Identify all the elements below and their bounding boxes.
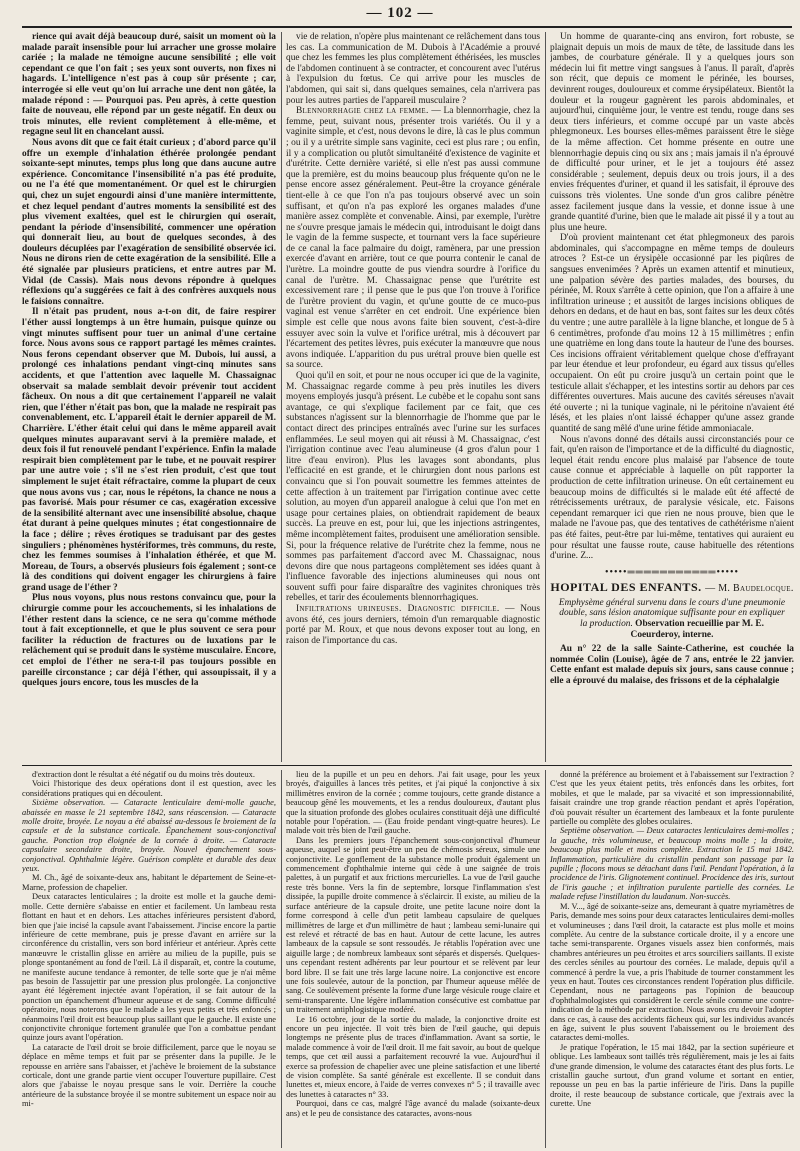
section-heading: Infiltrations urineuses. Diagnostic difficile. bbox=[296, 604, 500, 615]
hospital-subtitle: Emphysème général survenu dans le cours d'une pneumonie double, sans lésion anatomique suffisante pour en expliquer la production. bbox=[558, 597, 786, 630]
paragraph: Je pratique l'opération, le 15 mai 1842, par la section supérieure et oblique. Les lambeaux sont taillés très régulièrement, mais je les ai faits d'une grande dimension, le volume des cataractes étant des plus forts. Le cristallin gauche surtout, d'un grand volume et sortant en entier, repousse un peu en bas la partie inférieure de l'iris. Dans la pupille droite, il reste beaucoup de substance corticale, que j'extrais avec la curette. Une bbox=[550, 1042, 794, 1109]
paragraph: Voici l'historique des deux opérations dont il est question, avec les considérations pratiques qui en découlent. bbox=[22, 779, 276, 798]
paragraph: Pourquoi, dans ce cas, malgré l'âge avancé du malade (soixante-deux ans) et le peu de consistance des cataractes, avons-nous bbox=[286, 1099, 540, 1118]
paragraph: Quoi qu'il en soit, et pour ne nous occuper ici que de la vaginite, M. Chassaignac regarde comme à peu près inutiles les divers moyens employés jusqu'à présent. Le cubèbe et le copahu sont sans avantage, ce qui s'explique facilement par ce fait, que ces substances n'agissent sur la blennorrhagie de l'homme que par le contact direct des principes entraînés avec l'urine sur les surfaces enflammées. Le seul moyen qui ait réussi à M. Chassaignac, c'est l'irrigation continue avec l'eau alumineuse (4 gros d'alun pour 1 litre d'eau environ). Plus les lavages sont abondants, plus l'efficacité en est grande, et le chirurgien dont nous parlons est convaincu que si l'on pouvait soumettre les femmes atteintes de cette affection à un traitement par l'irrigation continue avec cette solution, au moyen d'un appareil analogue à celui que l'on met en usage pour certaines plaies, on obtiendrait rapidement de beaux succès. La preuve en est, pour lui, que les injections astringentes, même incomplètement faites, produisent une amélioration sensible. Si, pour la fréquence relative de l'urétrite chez la femme, nous ne sommes pas parfaitement d'accord avec M. Chassaignac, nous devons dire que nous partageons complètement ses idées quant à l'influence favorable des injections alumineuses qui nous ont souvent suffi pour faire disparaître des vaginites chroniques très rebelles, et tarir des écoulements blennorrhagiques. bbox=[286, 371, 540, 604]
paragraph: vie de relation, n'opère plus maintenant ce relâchement dans tous les cas. La communication de M. Dubois à l'Académie a prouvé que chez les femmes les plus complètement éthérisées, les muscles de l'abdomen continuent à se contracter, et concourent avec l'utérus à l'expulsion du fœtus. Ce qui arrive pour les muscles de l'abdomen, qui sait si, dans quelques semaines, cela n'arrivera pas pour les autres parties de l'appareil musculaire ? bbox=[286, 32, 540, 106]
hospital-title: HOPITAL DES ENFANTS. bbox=[550, 580, 702, 595]
bottom-column-2 bbox=[286, 770, 540, 1148]
paragraph: Nous n'avons donné des détails aussi circonstanciés pour ce fait, qu'en raison de l'importance et de la difficulté du diagnostic, lequel était rendu encore plus malaisé par l'absence de toute cause connue et appréciable à laquelle on pût rapporter la production de cette infiltration urineuse. On eût certainement eu beaucoup moins de difficultés si le malade eût été affecté de rétrécissements urétraux, de paralysie vésicale, etc. Faisons cependant remarquer ici que rien ne nous prouve, bien que le malade ne l'avoue pas, que des tentatives de cathétérisme n'aient pas été faites, peut-être par lui-même, tentatives qui auraient eu pour résultat une fausse route, cause habituelle des rétentions d'urine. Z... bbox=[550, 434, 794, 562]
paragraph: Un homme de quarante-cinq ans environ, fort robuste, se plaignait depuis un mois de maux de tête, de lassitude dans les jambes, de courbature générale. Il y a quelques jours son médecin lui fit mettre vingt sangsues à l'anus. Il paraît, d'après son récit, que depuis ce moment le périnée, les bourses, devinrent rouges, douloureux et comme érysipélateux. Bientôt la douleur et la rougeur gagnèrent les parois abdominales, et aujourd'hui, cinquième jour, le ventre est tendu, rouge dans ses deux tiers inférieurs, et comme occupé par un vaste abcès phlegmoneux. Les bourses elles-mêmes paraissent être le siège de la même affection. Cet homme présente en outre une blennorrhagie depuis cinq ou six ans ; mais jamais il n'a éprouvé de difficulté pour uriner, et le jet a toujours été assez considérable ; seulement, depuis deux ou trois jours, il a des envies fréquentes d'uriner, et quand il les satisfait, il éprouve des cuissons très violentes. Une sonde d'un gros calibre pénètre assez facilement jusque dans la vessie, et donne issue à une grande quantité d'urine, bien que le malade ait pissé il y a tout au plus une heure. bbox=[550, 32, 794, 233]
column-divider bbox=[545, 32, 546, 762]
paragraph: D'où provient maintenant cet état phlegmoneux des parois abdominales, qui s'accompagne en même temps de douleurs atroces ? Est-ce un érysipèle occasionné par les piqûres de sangsues envenimées ? Après un examen attentif et minutieux, une palpation sévère des parties malades, des bourses, du périnée, M. Roux s'arrête à cette opinion, que l'on a affaire à une infiltration urineuse ; et aussitôt de larges incisions obliques de dehors en dedans, et de haut en bas, sont faites sur les deux côtés du ventre ; une autre parallèle à la ligne blanche, et longue de 5 à 6 centimètres, profonde d'au moins 12 à 15 millimètres ; enfin une quatrième en long dans toute la hauteur de l'une des bourses. Ces incisions offraient véritablement quelque chose d'effrayant par leur étendue et leur profondeur, eu égard aux tissus qu'elles occupaient. On eût pu croire jusqu'à un certain point que le testicule allait s'échapper, et les intestins sortir au dehors par ces différentes ouvertures. Mais aucune des cavités séreuses n'avait été ouverte ; ni la tunique vaginale, ni le péritoine n'avaient été lésés, et les plaies n'ont laissé échapper qu'une assez grande quantité de sang mêlé d'une urine fétide ammoniacale. bbox=[550, 233, 794, 434]
column-divider bbox=[545, 770, 546, 1148]
section-heading: Blennorrhagie chez la femme. bbox=[296, 106, 429, 117]
paragraph: Nous avons dit que ce fait était curieux ; d'abord parce qu'il offre un exemple d'inhalation éthérée prolongée pendant soixante-sept minutes, temps plus long que dans aucune autre expérience. Concomitance l'insensibilité n'a pas été produite, ou ne l'a été que momentanément. Or quel est le chirurgien qui, chez un sujet engourdi ainsi d'une manière intermittente, et chez lequel pendant d'autres moments la sensibilité est des plus vivement exaltées, quel est le chirurgien qui oserait, pendant la période d'insensibilité, commencer une opération qui donnerait lieu, au bout de quelques secondes, à des douleurs décuplées par l'exagération de sensibilité observée ici. Nous ne dirons rien de cette exagération de la sensibilité. Elle a été signalée par plusieurs praticiens, et entre autres par M. Vidal (de Cassis). Mais nous devons répondre à quelques réflexions qu'a suggérées ce fait à des confrères auxquels nous le faisions connaître. bbox=[22, 137, 276, 307]
page-number: — 102 — bbox=[366, 5, 434, 21]
paragraph: Le 16 octobre, jour de la sortie du malade, la conjonctive droite est encore un peu injectée. Il voit très bien de l'œil gauche, qui depuis longtemps ne présente plus de traces d'inflammation. Avant sa sortie, le malade commence à voir de l'œil droit. Il me fait savoir, au bout de quelque temps, que cet œil aussi a parfaitement recouvré la vue. Aujourd'hui il exerce sa profession de chapelier avec une pleine satisfaction et une liberté de vision complète. Sa santé générale est excellente. Il se conduit dans lunettes et, mieux encore, à l'aide de verres convexes n° 5 ; il travaille avec des lunettes à cataractes n° 33. bbox=[286, 1014, 540, 1099]
top-column-2 bbox=[286, 32, 540, 762]
section-rule bbox=[22, 765, 792, 766]
paragraph: La cataracte de l'œil droit se broie difficilement, parce que le noyau se déplace en même temps et fuit par se présenter dans la pupille. Je le repousse en arrière sans l'abaisser, et j'achève le broiement de la substance corticale, dont une grande partie vient occuper l'ouverture pupillaire. C'est alors que j'abaisse le noyau presque sans le voir. Derrière la couche antérieure de la substance broyée il se montre subitement un espace noir au mi- bbox=[22, 1042, 276, 1109]
paragraph: M. V..., âgé de soixante-seize ans, demeurant à quatre myriamètres de Paris, demande mes soins pour deux cataractes lenticulaires demi-molles et volumineuses ; dans l'œil droit, la cataracte est plus molle et moins complète. Au centre de la substance corticale droite, il y a encore une tache semi-transparente. Organes visuels assez bien conformés, mais chambres antérieures un peu étroites et arcs sourciliers saillants. Il existe des cercles séniles au pourtour des cornées. Le malade, depuis qu'il a commencé à perdre la vue, a pris l'habitude de tourner constamment les yeux en haut. Toutes ces circonstances rendent l'opération plus difficile. Cependant, nous ne partageons pas l'opinion de beaucoup d'ophthalmologistes qui considèrent le cercle sénile comme une contre-indication de la méthode par extraction. Nous avons cru devoir l'adopter dans ce cas, à cause des accidents fâcheux qui, sur les individus avancés en âge, suivent le plus souvent l'abaissement ou le broiement des cataractes demi-molles. bbox=[550, 901, 794, 1043]
paragraph: rience qui avait déjà beaucoup duré, saisit un moment où la malade paraît insensible pour lui arracher une grosse molaire cariée ; la malade ne témoigne aucune sensibilité ; elle voit cependant ce que l'on fait ; ses yeux sont ouverts, non fixes ni hagards. L'intelligence n'est pas à coup sûr présente ; car, interrogée si elle veut qu'on lui arrache une dent non gâtée, la malade répond : — Pourquoi pas. Peu après, à cette question faite de nouveau, elle répond par un geste négatif. En deux ou trois minutes, elle revient complètement à elle-même, et regagne seul lit en chancelant aussi. bbox=[22, 32, 276, 138]
section-text: — La blennorrhagie, chez la femme, peut, suivant nous, présenter trois variétés. Ou il y a vaginite simple, et c'est, nous devons le dire, là cas le plus commun ; ou il y a urétrite simple sans vaginite, ceci est plus rare ; ou enfin, il y a complication ou plutôt simultanéité d'existence de vaginite et d'urétrite. Cette dernière variété, si elle n'est pas aussi commune que la première, est du moins beaucoup plus fréquente qu'on ne le pense encore assez généralement. Peut-être la croyance générale tient-elle à ce que l'on n'a pas toujours observé avec un soin suffisant, et qu'on n'a pas exploré les organes malades d'une manière assez complète et convenable. Ainsi, par exemple, l'urètre ne s'ouvre presque jamais le médecin qui, introduisant le doigt dans le vagin de la femme suspecte, et tournant vers la face supérieure de ce canal la face palmaire du doigt, ramènera, par une pression exercée d'avant en arrière, tout ce que pourra contenir le canal de l'urètre. La moindre goutte de pus viendra sourdre à l'orifice du canal de l'urètre. M. Chassaignac pense que l'urétrite est excessivement rare ; il pense que le pus que l'on trouve à l'orifice de l'urètre provient du vagin, et qu'une goutte de ce muco-pus vaginal est venue s'arrêter en cet endroit. Une expérience bien simple est celle que nous avons faite bien souvent, c'est-à-dire essuyer avec soin la vulve et l'orifice urétral, mis à découvert par l'écartement des petites lèvres, puis exécuter la manœuvre que nous avons indiquée. L'apparition du pus urétral prouve bien quelle est sa source. bbox=[286, 106, 540, 371]
paragraph: Deux cataractes lenticulaires ; la droite est molle et la gauche demi-molle. Cette dernière s'abaisse en entier et facilement. Un lambeau resta flottant en haut et en dehors. Les attaches inférieures persistent d'abord, bien que j'aie incisé la capsule avant l'abaissement. J'incise encore la partie inférieure de cette membrane, puis je presse d'avant en arrière sur la circonférence du cristallin, vers son bord inférieur et antérieur. Après cette manœuvre le cristallin glisse en arrière au milieu de la pupille, puis se plonge spontanément au fond de l'œil. Là il disparaît, et, contre la coutume, ne manifeste aucune tendance à remonter, de telle sorte que je n'ai même pas besoin de l'assujettir par une pression plus prolongée. La conjonctive ayant été légèrement injectée avant l'opération, il se fait autour de la ponction un épanchement d'humeur aqueuse et de sang. Comme difficulté opératoire, nous noterons que le malade a les yeux petits et très enfoncés ; néanmoins l'œil droit est beaucoup plus saillant que le gauche. Il existe une conjonctivite chronique fortement granulée que l'on a combattue pendant quinze jours avant l'opération. bbox=[22, 892, 276, 1043]
paragraph: donné la préférence au broiement et à l'abaissement sur l'extraction ? C'est que les yeux étaient petits, très enfoncés dans les orbites, fort mobiles, et que le malade, par sa vivacité et son impressionnabilité, faisait craindre une trop grande réaction pendant et après l'opération, d'où pouvait résulter un écartement des lambeaux et la fonte purulente partielle ou complète des globes oculaires. bbox=[550, 770, 794, 827]
hospital-author: — M. Baudelocque. bbox=[705, 583, 794, 595]
section-text: — Nous avons été, ces jours derniers, témoin d'un remarquable diagnostic porté par M. Roux, et que nous devons exposer tout au long, en raison de l'importance du cas. bbox=[286, 604, 540, 646]
observation-heading: Septième observation. — Deux cataractes lenticulaires demi-molles ; la gauche, très volumineuse, et beaucoup moins molle ; la droite, beaucoup plus molle et moins complète. Extraction le 15 mai 1842. Inflammation, particulière du cristallin pendant son passage par la pupille ; flocons mous se détachant dans l'œil. Pendant l'opération, à la procidence de l'iris. Glignotement continuel. Procidence des iris, surtout de l'iris gauche ; et infiltration purulente partielle des cornées. Le malade refuse l'instillation du laudanum. Non-succès. bbox=[550, 826, 794, 902]
paragraph: Plus nous voyons, plus nous restons convaincu que, pour la chirurgie comme pour les accouchements, si les inhalations de l'éther restent dans la science, ce ne sera qu'comme méthode tout à fait exceptionnelle, et que le plus souvent ce sera pour faciliter la réduction de fractures ou de luxations par le relâchement qui se produit dans le système musculaire. Encore, cet emploi de l'éther ne sera-t-il pas toujours possible en pareille circonstance ; car déjà l'éther, qui assoupissait, il y a quelques jours encore, tous les muscles de la bbox=[22, 593, 276, 689]
bottom-column-1 bbox=[22, 770, 276, 1148]
section-blennorrhagie bbox=[286, 106, 540, 371]
top-column-3 bbox=[550, 32, 794, 762]
hospital-subtitle-block bbox=[556, 598, 788, 640]
hospital-heading bbox=[550, 582, 794, 595]
bottom-column-3 bbox=[550, 770, 794, 1148]
paragraph: Au n° 22 de la salle Sainte-Catherine, est couchée la nommée Colin (Louise), âgée de 7 ans, entrée le 22 janvier. Cette enfant est malade depuis six jours, sans cause connue ; elle a éprouvé du malaise, des frissons et de la céphalalgie bbox=[550, 644, 794, 687]
paragraph: d'extraction dont le résultat a été négatif ou du moins très douteux. bbox=[32, 770, 255, 779]
section-infiltrations bbox=[286, 604, 540, 646]
column-divider bbox=[281, 770, 282, 1148]
paragraph: Il n'était pas prudent, nous a-t-on dit, de faire respirer l'éther aussi longtemps à un être humain, puisque quinze ou vingt minutes suffisent pour tuer un animal d'une certaine force. Nous avons sous ce rapport partagé les mêmes craintes. Nous ferons cependant observer que M. Dubois, lui aussi, a prolongé ces inhalations pendant vingt-cinq minutes sans accidents, et que l'attention avec laquelle M. Chassaignac observait sa malade semblait devoir prévenir tout accident fâcheux. On nous a dit que certainement l'appareil ne valait rien, que l'éther n'était pas bon, que la malade ne respirait pas convenablement, etc. L'appareil était le dernier appareil de M. Charrière. L'éther était celui qui dans le même appareil avait quelques minutes auparavant servi à la première malade, et deux fois il fut renouvelé pendant l'expérience. Enfin la malade respirait bien complètement par le tube, et ne pouvait respirer par une autre voie ; s'il ne s'est rien produit, c'est que tout simplement le sujet était réfractaire, comme la plupart de ceux que nous avons vus ; car, nous le répétons, la chance ne nous a pas favorisé. Mais pour résumer ce cas, exagération excessive de la sensibilité alternant avec une insensibilité absolue, chaque état durant à peine quelques minutes ; état congestionnaire de la face ; délire ; rêves érotiques se traduisant par des gestes singuliers ; phénomènes hystériformes, très communs, du reste, chez les femmes soumises à l'inhalation éthérée, et que M. Moreau, de Tours, a observés plusieurs fois également ; sont-ce là des conditions qui doivent engager les chirurgiens à faire grand usage de l'éther ? bbox=[22, 307, 276, 593]
observation-heading: Sixième observation. — Cataracte lenticulaire demi-molle gauche, abaissée en masse le 21 septembre 1842, sans réascension. — Cataracte molle droite, broyée. Le noyau a été abaissé au-dessous le broiement de la capsule et de la substance corticale. Épanchement sous-conjonctival gauche. Ponction trop éloignée de la cornée à droite. — Cataracte capsulaire secondaire droite, broyée. Nouvel épanchement sous-conjonctival. Ophthalmie légère. Guérison complète et durable des deux yeux. bbox=[22, 798, 276, 874]
paragraph: M. Ch., âgé de soixante-deux ans, habitant le département de Seine-et-Marne, profession de chapelier. bbox=[22, 873, 276, 892]
top-column-1 bbox=[22, 32, 276, 762]
column-divider bbox=[281, 32, 282, 762]
ornament-divider: •••••═══════════••••• bbox=[605, 566, 739, 578]
paragraph: lieu de la pupille et un peu en dehors. J'ai fait usage, pour les yeux broyés, d'aiguilles à lances très petites, et j'ai piqué la conjonctive à six millimètres environ de la cornée ; comme toujours, cette grande distance a beaucoup gêné les mouvements, et les a rendus douloureux, d'autant plus que la situation profonde des globes oculaires constituait déjà une difficulté notable pour l'opération. — (Eau froide pendant vingt-quatre heures). Le malade voit très bien de l'œil gauche. bbox=[286, 770, 540, 836]
paragraph: Dans les premiers jours l'épanchement sous-conjonctival d'humeur aqueuse, auquel se joint peut-être un peu de chémosis séreux, simule une conjonctivite. Le gonflement de la substance molle produit également un commencement d'ophthalmie interne qui cède à une saignée de trois palettes, à un purgatif et aux frictions mercurielles. La vue de l'œil gauche reste très bonne. Vers la fin de septembre, lorsque l'inflammation s'est dissipée, la pupille droite commence à s'éclaircir. Il existe, au milieu de la surface antérieure de la capsule droite, une petite lacune noire dont la forme correspond à celle d'un petit lambeau capsulaire de quelques millimètres de large et d'un millimètre de haut ; lambeau semi-lunaire qui est relevé et rétracté de bas en haut. Autour de cette lacune, les autres lambeaux de la capsule se sont ressoudés. Je rétablis l'opération avec une aiguille large ; de nombreux lambeaux sont séparés et dispersés. Quelques-uns cependant restent adhérents par leur pourtour et se relèvent par leur bord libre. Il se fait une très large lacune noire. La conjonctive est encore une fois soulevée, autour de la ponction, par l'humeur aqueuse mêlée de sang. Ce soulèvement présente la forme d'une large vésicule rouge claire et semi-transparente. Une légère inflammation consécutive est combattue par un traitement antiphlogistique modéré. bbox=[286, 835, 540, 1015]
header-rule bbox=[22, 26, 792, 28]
hospital-observation: Observation recueillie par M. E. Coeurderoy, interne. bbox=[630, 619, 764, 640]
